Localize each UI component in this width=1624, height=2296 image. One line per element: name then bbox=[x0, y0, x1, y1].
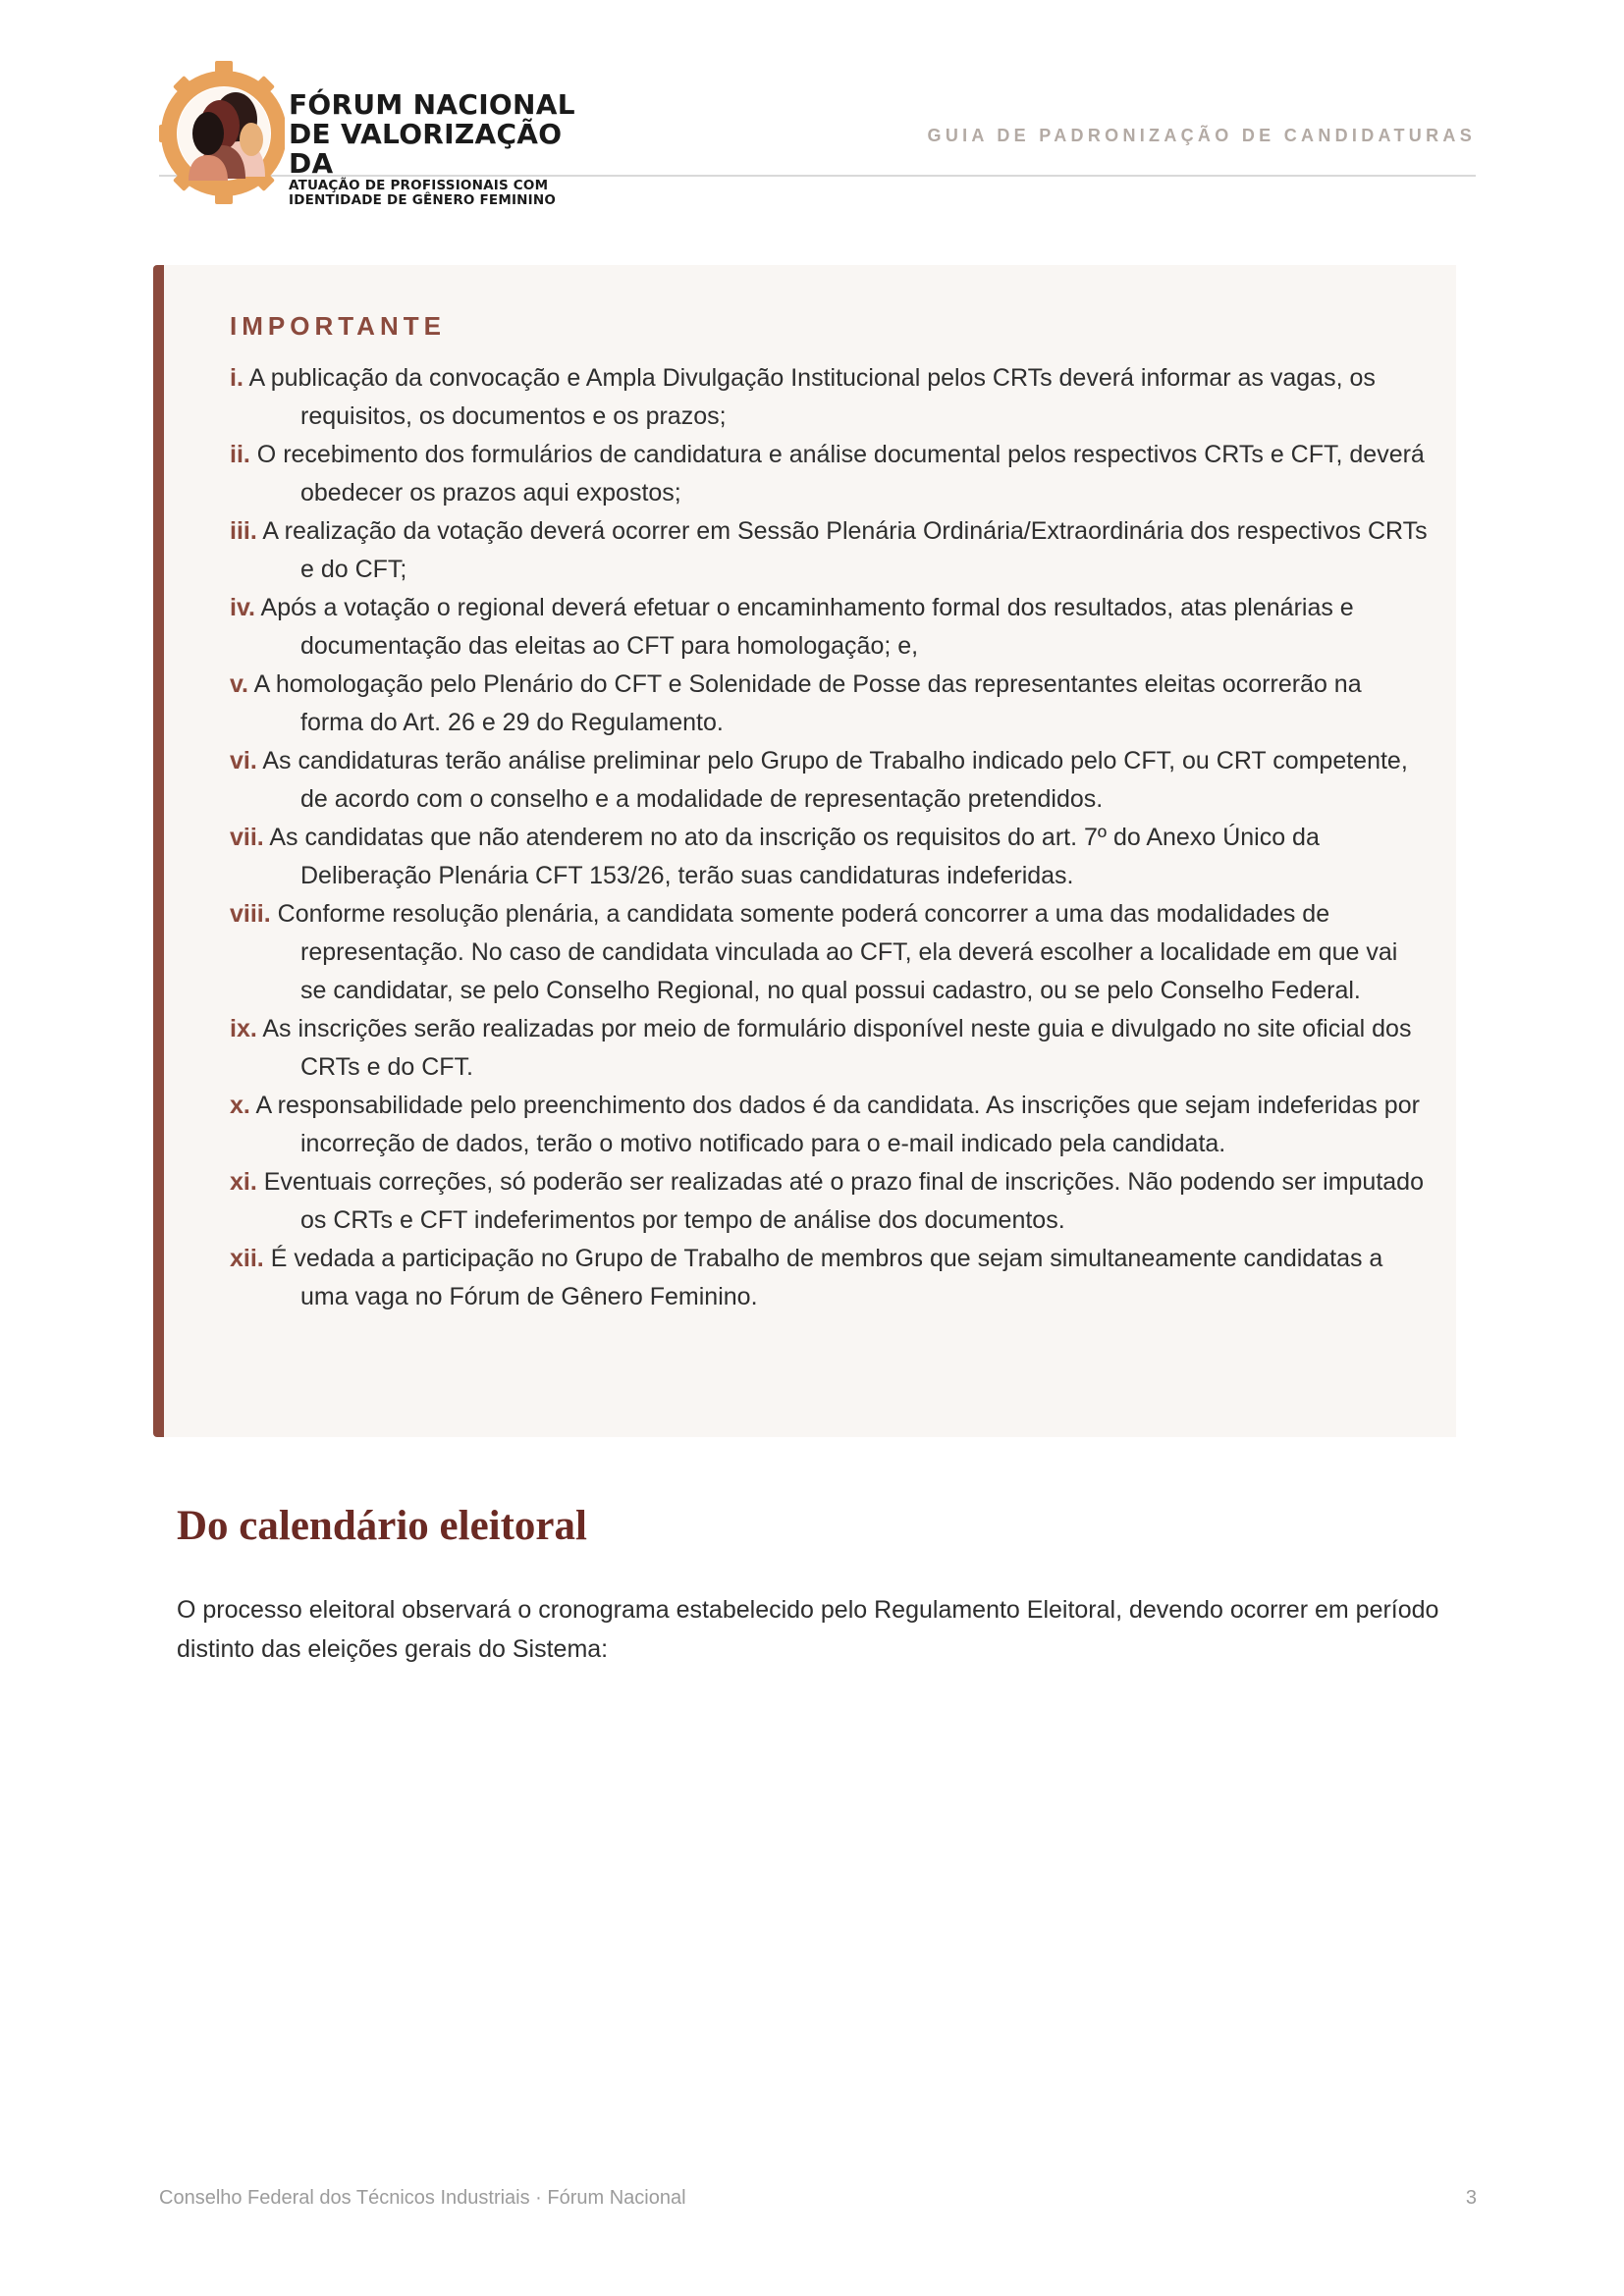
logo-line-2: DE VALORIZAÇÃO DA bbox=[289, 118, 563, 180]
footer-text: Conselho Federal dos Técnicos Industriais · Fórum Nacional bbox=[159, 2187, 686, 2209]
item-number: iv. bbox=[230, 594, 255, 621]
item-text: A homologação pelo Plenário do CFT e Solenidade de Posse das representantes eleitas ocorrerão na forma do Art. 26 e 29 do Regulamento. bbox=[253, 670, 1362, 736]
item-text: Eventuais correções, só poderão ser realizadas até o prazo final de inscrições. Não podendo ser imputado os CRTs e CFT indeferimentos por tempo de análise dos documentos. bbox=[263, 1168, 1424, 1234]
important-list bbox=[230, 359, 1428, 1316]
page-header bbox=[159, 61, 1476, 208]
list-item bbox=[230, 666, 1428, 742]
page-number: 3 bbox=[1465, 2187, 1477, 2209]
item-number: ix. bbox=[230, 1015, 257, 1042]
item-number: vii. bbox=[230, 824, 264, 851]
list-item bbox=[230, 1010, 1428, 1087]
item-number: x. bbox=[230, 1092, 250, 1119]
item-number: xii. bbox=[230, 1245, 264, 1272]
item-text: O recebimento dos formulários de candidatura e análise documental pelos respectivos CRTs e CFT, deverá obedecer os prazos aqui expostos; bbox=[256, 441, 1425, 507]
item-number: iii. bbox=[230, 517, 257, 545]
section-paragraph: O processo eleitoral observará o cronograma estabelecido pelo Regulamento Eleitoral, devendo ocorrer em período distinto das eleições gerais do Sistema: bbox=[177, 1596, 1439, 1663]
item-text: Após a votação o regional deverá efetuar o encaminhamento formal dos resultados, atas plenárias e documentação das eleitas ao CFT para homologação; e, bbox=[260, 594, 1354, 660]
item-text: É vedada a participação no Grupo de Trabalho de membros que sejam simultaneamente candidatas a uma vaga no Fórum de Gênero Feminino. bbox=[270, 1245, 1383, 1310]
list-item bbox=[230, 1087, 1428, 1163]
logo-line-1: FÓRUM NACIONAL bbox=[289, 88, 575, 121]
list-item bbox=[230, 512, 1428, 589]
item-text: A realização da votação deverá ocorrer em Sessão Plenária Ordinária/Extraordinária dos respectivos CRTs e do CFT; bbox=[262, 517, 1428, 583]
list-item bbox=[230, 895, 1428, 1010]
logo-line-3: ATUAÇÃO DE PROFISSIONAIS COM bbox=[289, 178, 549, 193]
callout-heading: IMPORTANTE bbox=[230, 311, 446, 341]
item-text: As candidaturas terão análise preliminar pelo Grupo de Trabalho indicado pelo CFT, ou CRT competente, de acordo com o conselho e a modalidade de representação pretendidos. bbox=[262, 747, 1408, 813]
list-item bbox=[230, 742, 1428, 819]
item-text: As candidatas que não atenderem no ato da inscrição os requisitos do art. 7º do Anexo Único da Deliberação Plenária CFT 153/26, terão suas candidaturas indeferidas. bbox=[269, 824, 1320, 889]
item-number: ii. bbox=[230, 441, 250, 468]
item-text: Conforme resolução plenária, a candidata somente poderá concorrer a uma das modalidades de representação. No caso de candidata vinculada ao CFT, ela deverá escolher a localidade em que vai se candidatar, se pelo Conselho Regional, no qual possui cadastro, ou se pelo Conselho Federal. bbox=[277, 900, 1398, 1004]
list-item bbox=[230, 1240, 1428, 1316]
item-number: viii. bbox=[230, 900, 271, 928]
document-title: GUIA DE PADRONIZAÇÃO DE CANDIDATURAS bbox=[927, 126, 1476, 145]
item-text: As inscrições serão realizadas por meio de formulário disponível neste guia e divulgado no site oficial dos CRTs e do CFT. bbox=[262, 1015, 1412, 1081]
item-number: vi. bbox=[230, 747, 257, 774]
forum-logo bbox=[159, 61, 591, 208]
gear-women-logo-icon bbox=[159, 61, 285, 204]
item-number: v. bbox=[230, 670, 248, 698]
section-heading: Do calendário eleitoral bbox=[177, 1503, 587, 1549]
item-text: A responsabilidade pelo preenchimento dos dados é da candidata. As inscrições que sejam indeferidas por incorreção de dados, terão o motivo notificado para o e-mail indicado pela candidata. bbox=[255, 1092, 1420, 1157]
list-item bbox=[230, 589, 1428, 666]
list-item bbox=[230, 819, 1428, 895]
item-text: A publicação da convocação e Ampla Divulgação Institucional pelos CRTs deverá informar as vagas, os requisitos, os documentos e os prazos; bbox=[248, 364, 1376, 430]
item-number: xi. bbox=[230, 1168, 257, 1196]
list-item bbox=[230, 436, 1428, 512]
list-item bbox=[230, 359, 1428, 436]
item-number: i. bbox=[230, 364, 244, 392]
logo-line-4: IDENTIDADE DE GÊNERO FEMININO bbox=[289, 192, 557, 208]
logo-wordmark bbox=[289, 90, 591, 208]
important-callout bbox=[153, 265, 1456, 1437]
list-item bbox=[230, 1163, 1428, 1240]
